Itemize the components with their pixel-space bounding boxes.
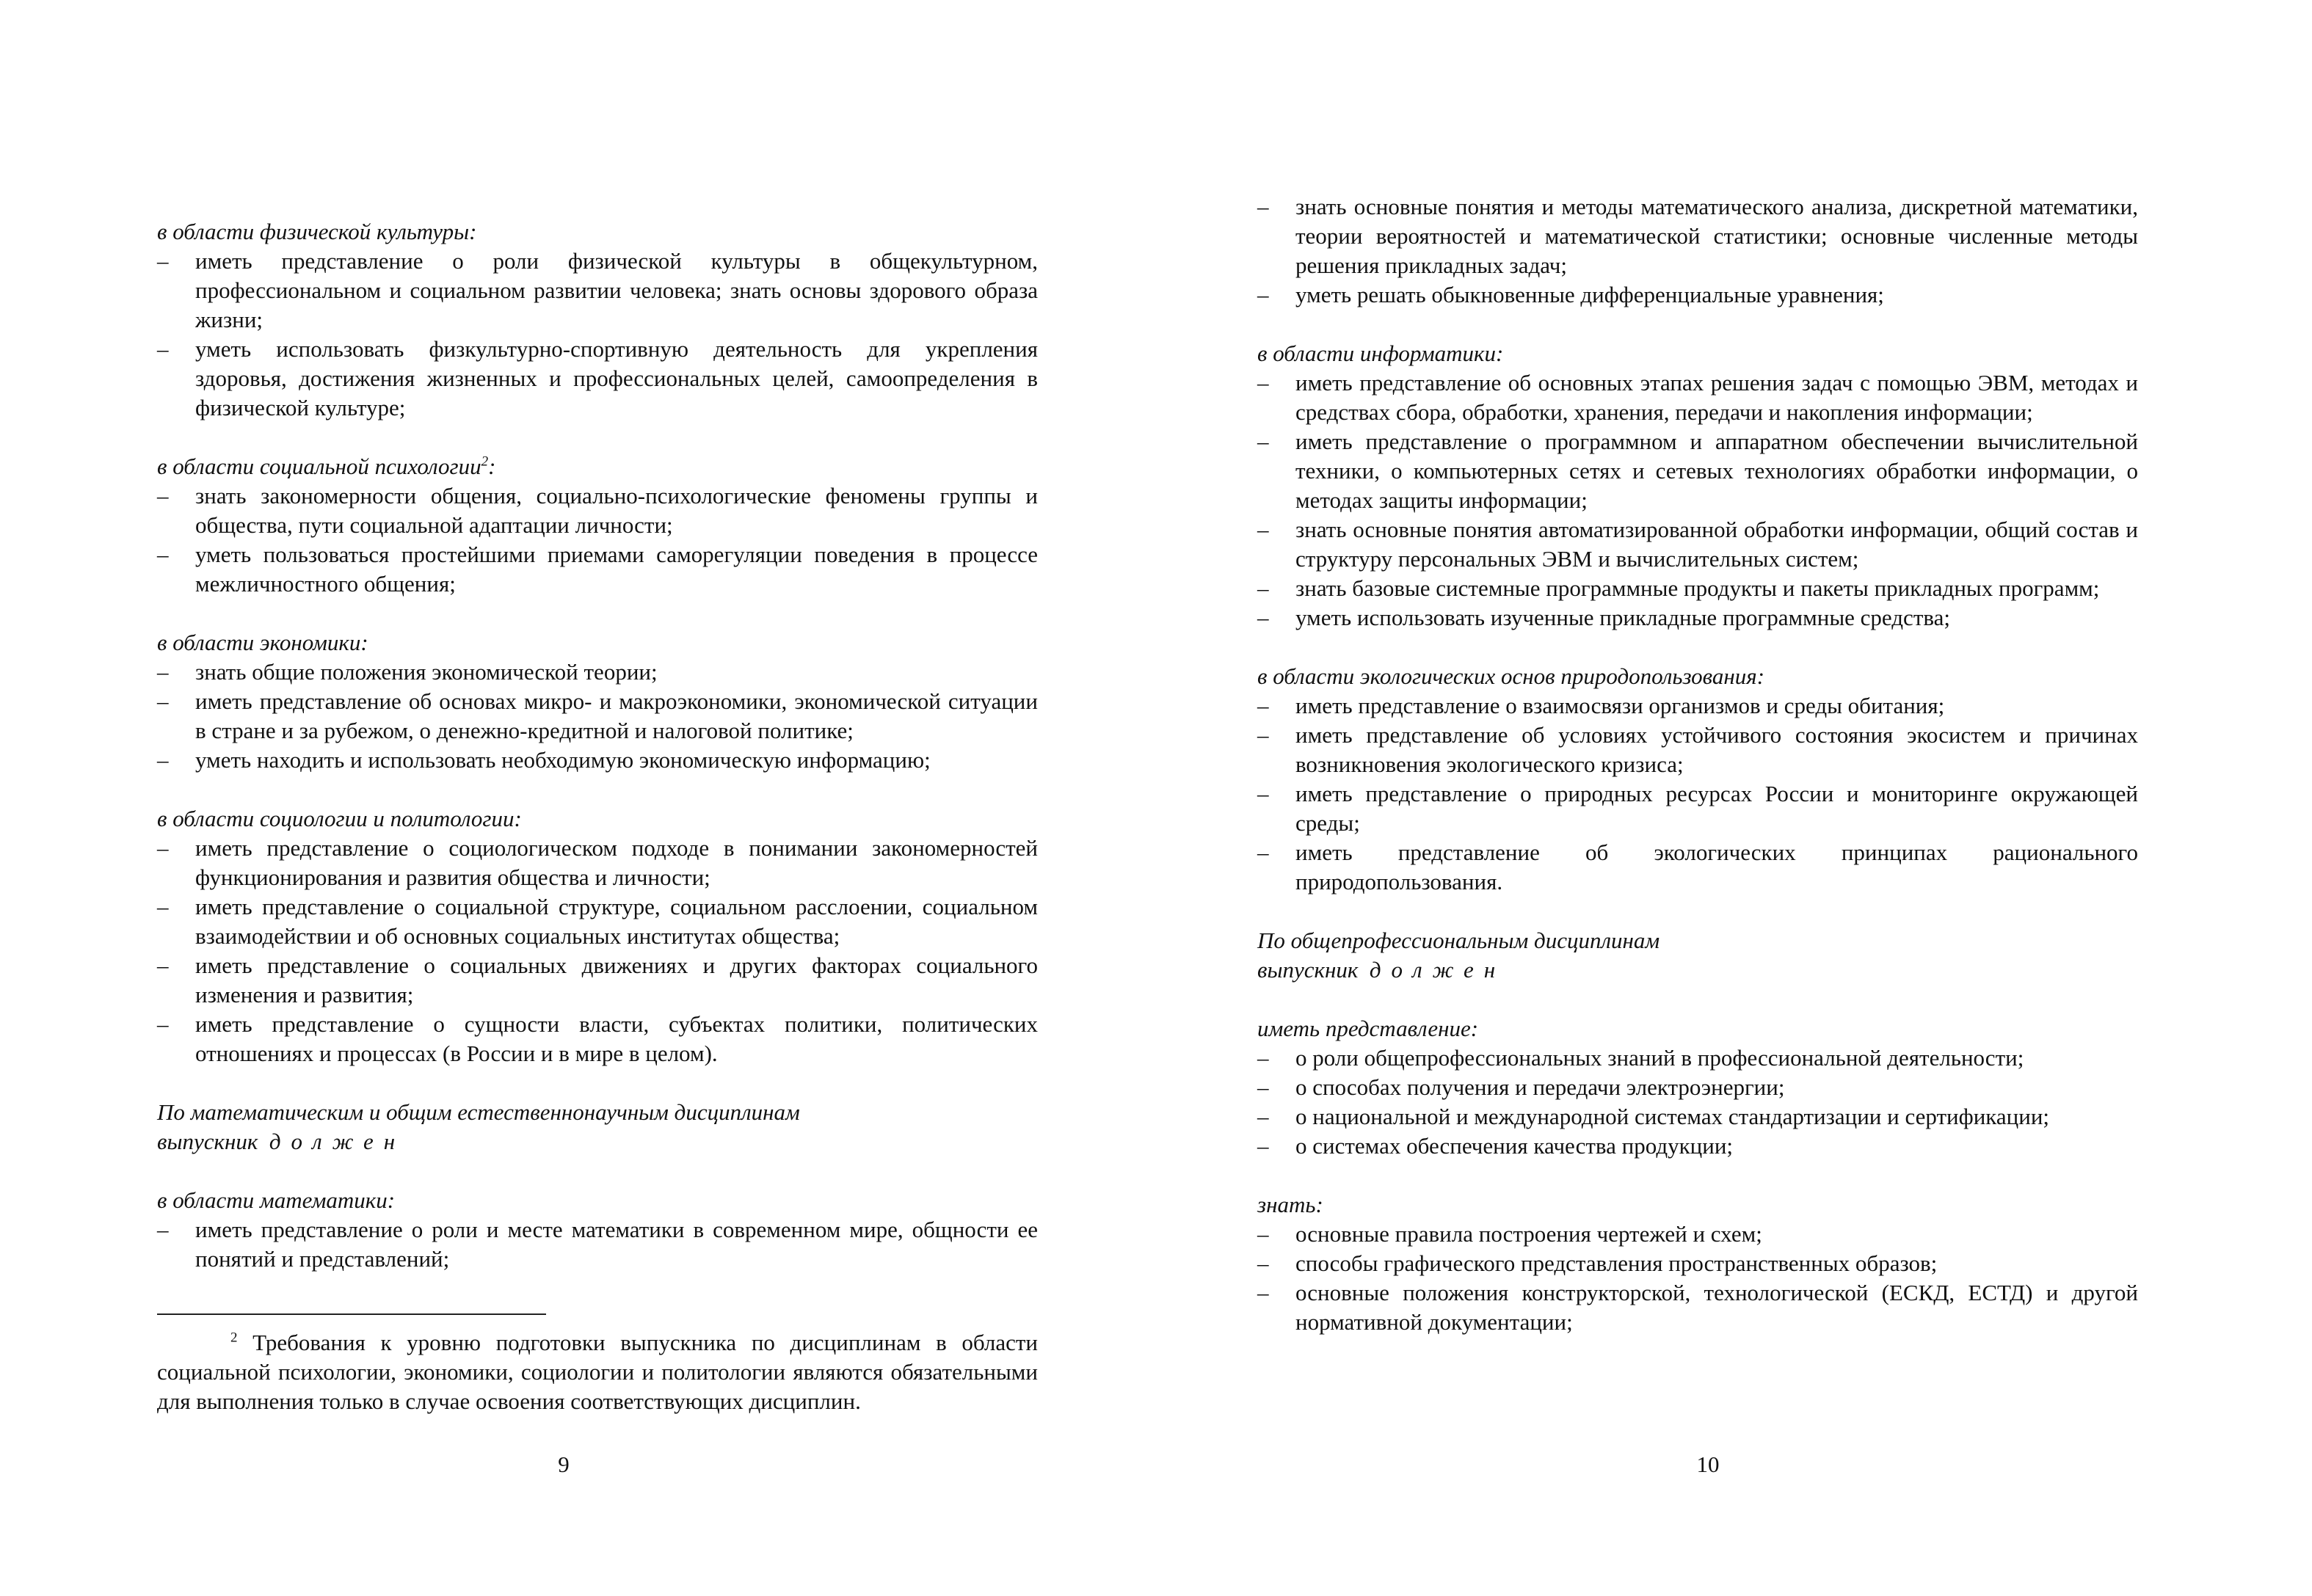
right-page [1156, 0, 2312, 1596]
list-item: – иметь представление о взаимосвязи организмов и среды обитания; [1257, 693, 1945, 718]
graduate-must-line: выпускник должен [157, 1129, 406, 1154]
section-heading-mathematics: в области математики: [157, 1187, 396, 1213]
list-item: – о роли общепрофессиональных знаний в профессиональной деятельности; [1257, 1045, 2024, 1071]
footnote-divider [157, 1313, 546, 1315]
footnote-ref: 2 [481, 453, 489, 470]
section-heading-know: знать: [1257, 1192, 1323, 1217]
list-item: – иметь представление о сущности власти, субъектах политики, политических отношениях и процессах (в России и в мире в целом). [157, 1011, 1038, 1066]
list-item: – основные правила построения чертежей и схем; [1257, 1221, 1762, 1247]
page-number: 10 [1696, 1451, 1720, 1477]
section-heading-informatics: в области информатики: [1257, 340, 1504, 366]
list-item: – о системах обеспечения качества продукции; [1257, 1133, 1734, 1159]
list-item: – знать закономерности общения, социально-психологические феномены группы и общества, пути социальной адаптации личности; [157, 483, 1038, 538]
list-item: – уметь использовать изученные прикладные программные средства; [1257, 605, 1950, 630]
section-heading-social-psychology: в области социальной психологии$^2$: [157, 453, 496, 479]
list-item: – иметь представление об основных этапах решения задач с помощью ЭВМ, методах и средствах сбора, обработки, хранения, передачи и накопления информации; [1257, 370, 2138, 425]
list-item: – уметь находить и использовать необходимую экономическую информацию; [157, 747, 931, 773]
section-heading-ecology: в области экологических основ природопользования: [1257, 663, 1765, 689]
list-item: – иметь представление об условиях устойчивого состояния экосистем и причинах возникновения экологического кризиса; [1257, 722, 2138, 777]
list-item: – иметь представление о социальной структуре, социальном расслоении, социальном взаимодействии и об основных социальных институтах общества; [157, 894, 1038, 949]
block-heading-general-professional: По общепрофессиональным дисциплинам [1257, 928, 1660, 953]
list-item: – уметь решать обыкновенные дифференциальные уравнения; [1257, 282, 1884, 307]
list-item: – иметь представление о роли и месте математики в современном мире, общности ее понятий и представлений; [157, 1217, 1038, 1272]
list-item: – иметь представление о социологическом подходе в понимании закономерностей функционирования и развития общества и личности; [157, 835, 1038, 890]
list-item: – знать базовые системные программные продукты и пакеты прикладных программ; [1257, 575, 2100, 601]
block-heading-math-science: По математическим и общим естественнонаучным дисциплинам [157, 1099, 800, 1125]
list-item: – уметь пользоваться простейшими приемами саморегуляции поведения в процессе межличностного общения; [157, 542, 1038, 597]
graduate-must-line: выпускник должен [1257, 957, 1506, 983]
section-heading-sociology: в области социологии и политологии: [157, 806, 522, 831]
list-item: – уметь использовать физкультурно-спортивную деятельность для укрепления здоровья, достижения жизненных и профессиональных целей, самоопределения в физической культуре; [157, 336, 1038, 420]
list-item: – иметь представление о программном и аппаратном обеспечении вычислительной техники, о компьютерных сетях и сетевых технологиях обработки информации, о методах защиты информации; [1257, 429, 2138, 513]
list-item: – способы графического представления пространственных образов; [1257, 1250, 1938, 1276]
left-page-content [157, 217, 1038, 1274]
list-item: – иметь представление о социальных движениях и других факторах социального изменения и развития; [157, 952, 1038, 1007]
list-item: – иметь представление о роли физической культуры в общекультурном, профессиональном и социальном развитии человека; знать основы здорового образа жизни; [157, 248, 1038, 332]
list-item: – знать основные понятия и методы математического анализа, дискретной математики, теории вероятностей и математической статистики; основные численные методы решения прикладных задач; [1257, 194, 2138, 278]
list-item: – иметь представление о природных ресурсах России и мониторинге окружающей среды; [1257, 781, 2138, 836]
page-number: 9 [558, 1451, 570, 1477]
list-item: – о способах получения и передачи электроэнергии; [1257, 1074, 1785, 1100]
section-heading-represent: иметь представление: [1257, 1016, 1479, 1041]
right-page-content [1257, 192, 2138, 1337]
list-item: – основные положения конструкторской, технологической (ЕСКД, ЕСТД) и другой нормативной документации; [1257, 1280, 2138, 1335]
list-item: – иметь представление об экологических принципах рационального природопользования. [1257, 839, 2138, 894]
list-item: – знать основные понятия автоматизированной обработки информации, общий состав и структуру персональных ЭВМ и вычислительных систем; [1257, 517, 2138, 572]
list-item: – иметь представление об основах микро- и макроэкономики, экономической ситуации в стране и за рубежом, о денежно-кредитной и налоговой политике; [157, 688, 1038, 743]
section-heading-physical-culture: в области физической культуры: [157, 219, 477, 244]
section-heading-economics: в области экономики: [157, 630, 368, 655]
footnote: $^2$ Требования к уровню подготовки выпускника по дисциплинам в области социальной психологии, экономики, социологии и политологии являются обязательными для выполнения только в случае освоения соответствующих дисциплин. [157, 1330, 1038, 1414]
list-item: – знать общие положения экономической теории; [157, 659, 658, 685]
footnote-marker: 2 [230, 1330, 238, 1346]
list-item: – о национальной и международной системах стандартизации и сертификации; [1257, 1104, 2050, 1129]
